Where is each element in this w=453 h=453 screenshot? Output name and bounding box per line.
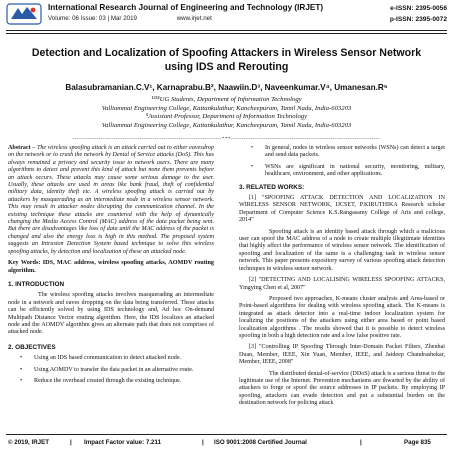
footer-impact-factor: Impact Factor value: 7.211: [84, 439, 162, 446]
irjet-logo-icon: [6, 2, 42, 26]
abstract-text: – The wireless spoofing attack is an attack carried out to either eavesdrop on the network or to crash the network by Denial of Service attacks (DoS). This has always remained a privacy and security issue to network users. There are many algorithms to detect and prevent this kind of attack but none them prevents before an attack occurs. These attacks may cause some serious damage to the user. Usually, these attacks are used in areas like bank fraud, theft of confidential military data, identity theft etc. A wireless spoofing attack is carried out by attackers by masquerading as an intermediate node in a wireless sensor network. This may result in attacker nodes disrupting the communication channel. In the existing technique these attacks are countered with the help of dynamically changing the Media Access Control (MAC) address of the data packet being sent. But there are disadvantages like loss of data until the MAC address of the packet is changed and also the energy loss is high in this method. The proposed system suggests an Intrusion Detection System based technique to solve this wireless spoofing attacks, by detection and localization of these an attacked node.: [8, 145, 214, 255]
related-works-heading: 3. RELATED WORKS:: [239, 183, 305, 191]
footer-page-number: Page 835: [404, 439, 431, 446]
eissn: e-ISSN: 2395-0056: [390, 5, 447, 12]
reference-3: [3] "Controlling IP Spoofing Through Inter-Domain Packet Filters, Zhenhai Duan, Member, IEEE, Xin Yuan, Member, IEEE, and Jaideep Chandrashekar, Member, IEEE, 2008": [239, 344, 445, 366]
pissn: p-ISSN: 2395-0072: [389, 16, 447, 23]
affiliations: [10, 96, 443, 130]
list-item: • In general, nodes in wireless sensor networks (WSNs) can detect a target and send data packets.: [251, 145, 445, 159]
bullet-icon: •: [251, 145, 254, 151]
keywords: [8, 259, 214, 274]
introduction-text: The wireless spoofing attacks involves masquerading an intermediate node in a network and eaves dropping on the data being transferred. These attacks can be efficiently solved by using IDS technology and, Ad hoc On-demand Multipath Distance Vector routing algorithm. Here, the IDS localizes an attacked node and the AOMDV algorithm gives an alternate path that does not comprises of attacked node.: [8, 292, 214, 336]
bullet-icon: •: [20, 366, 23, 373]
keywords-text: IDS, MAC address, wireless spoofing attacks, AOMDV routing algorithm.: [8, 259, 215, 274]
wsn-list: [239, 145, 445, 179]
journal-volume: Volume: 06 Issue: 03 | Mar 2019: [48, 15, 137, 22]
left-column: [8, 145, 214, 389]
journal-header: [6, 2, 447, 28]
bullet-icon: •: [20, 355, 23, 362]
bullet-icon: •: [251, 163, 254, 170]
list-item: • Reduce the overhead created through the existing technique.: [20, 377, 182, 384]
reference-3-summary: The distributed denial-of-service (DDoS) attack is a serious threat to the legitimate use of the Internet. Prevention mechanisms are thwarted by the ability of attackers to forge or spoof the source addresses in IP packets. By employing IP spoofing, attackers can evade detection and put a substantial burden on the destination network for policing attack: [239, 370, 445, 407]
list-item: • Using AOMDV to transfer the data packet in an alternative route.: [20, 366, 194, 373]
bullet-icon: •: [20, 377, 23, 384]
journal-volume-line: [48, 15, 348, 22]
objectives-list: [8, 355, 214, 385]
introduction-heading: 1. INTRODUCTION: [8, 280, 65, 288]
affiliation-line: ⁵Assistant Professor, Department of Information Technology: [145, 113, 308, 121]
footer-copyright: © 2019, IRJET: [8, 439, 50, 446]
abstract: [8, 145, 214, 256]
journal-website: www.irjet.net: [176, 15, 212, 22]
keywords-label: Key Words:: [8, 259, 41, 267]
affiliation-line: ¹²³⁴UG Students, Department of Information Technology: [151, 96, 302, 103]
paper-page: International Research Journal of Engineering and Technology (IRJET) Volume: 06 Issue: 03 | Mar 2019 www.irjet.net e-ISSN: 2395-0056 p-ISSN: 2395-0072 Detection and Localization of Spoofing Attackers in Wireless Sensor Network using IDS and Rerouting Balasubramanian.C.V¹, Karnaprabu.B², Naawiin.D³, Naveenkumar.V⁴, Umanesan.R⁵ ¹²³⁴UG Students, Department of Information Technology Valliammai Engineering College, Kattankulathur, Kancheepuram, Tamil Nadu, India-603203 ⁵Assistant Professor, Department of Information Technology Valliammai Engineering College, Kattankulathur, Kancheepuram, Tamil Nadu, India-603203 ---------------------------------------------------------------------***--------------------------------------------------------------------- Abstract – The wireless spoofing attack is an attack carried out to either eavesdrop on the network or to crash the network by Denial of Service attacks (DoS). This has always remained a privacy and security issue to network users. There are many algorithms to detect and prevent this kind of attack but none them prevents before an attack occurs. These attacks may cause some serious damage to the user. Usually, these attacks are used in areas like bank fraud, theft of confidential military data, identity theft etc. A wireless spoofing attack is carried out by attackers by masquerading as an intermediate node in a wireless sensor network. This may result in attacker nodes disrupting the communication channel. In the existing technique these attacks are countered with the help of dynamically changing the Media Access Control (MAC) address of the data packet being sent. But there are disadvantages like loss of data until the MAC address of the packet is changed and also the energy loss is high in this method. The proposed system suggests an Intrusion Detection System based technique to solve this wireless spoofing attacks, by detection and localization of these an attacked node. Key Words: IDS, MAC address, wireless spoofing attacks, AOMDV routing algorithm. 1. INTRODUCTION The wireless spoofing attacks involves masquerading an intermediate node in a network and eaves dropping on the data being transferred. These attacks can be efficiently solved by using IDS technology and, Ad hoc On-demand Multipath Distance Vector routing algorithm. Here, the IDS localizes an attacked node and the AOMDV algorithm gives an alternate path that does not comprises of attacked node. 2. OBJECTIVES • Using an IDS based communication to detect attacked node. • Using AOMDV to transfer the data packet in an alternative route. • Reduce the overhead created through the existing technique. • In general, nodes in wireless sensor networks (WSNs) can detect a target and send data packets. • WSNs are significant in national security, monitoring, military, healthcare, environment, and other applications. 3. RELATED WORKS: [1] "SPOOFING ATTACK DETECTION AND LOCALIZATION IN WIRELESS SENSOR NETWORK, IJCSET, P.KIRUTHIKA Research scholar Department of Computer Science K.S.Rangasamy College of Arts and college, 2014" Spoofing attack is an identity based attack through which a malicious user can spoof the MAC address of a node to create multiple illegitimate identities that highly affect the performance of wireless sensor network. The identification of spoofing and localization of the same is a challenging task in wireless sensor network. This paper presents expository survey of various spoofing attack detection techniques in wireless sensor network. [2] "DETECTING AND LOCALISING WIRELESS SPOOFING ATTACKS, Yingying Chen et al, 2007" Proposed two approaches, K-means cluster analysis and Area-based or Point-based algorithms for dealing with wireless spoofing attack. The K-means is integrated as attack detector into a real-time indoor localization system for localizing the positions of the attackers using either area based or point based localization algorithms . The results showed that it is possible to detect wireless spoofing in both a high detection rate and a low false positive rate. [3] "Controlling IP Spoofing Through Inter-Domain Packet Filters, Zhenhai Duan, Member, IEEE, Xin Yuan, Member, IEEE, and Jaideep Chandrashekar, Member, IEEE, 2008" The distributed denial-of-service (DDoS) attack is a serious threat to the legitimate use of the Internet. Prevention mechanisms are thwarted by the ability of attackers to forge or spoof the source addresses in IP packets. By employing IP spoofing, attackers can evade detection and put a substantial burden on the destination network for policing attack © 2019, IRJET | Impact Factor value: 7.211 | ISO 9001:2008 Certified Journal | Page 835: [8, 3, 447, 446]
header-rule-bottom: [6, 33, 447, 34]
right-column: [239, 145, 445, 408]
reference-1: [1] "SPOOFING ATTACK DETECTION AND LOCALIZATION IN WIRELESS SENSOR NETWORK, IJCSET, P.KIRUTHIKA Research scholar Department of Computer Science K.S.Rangasamy College of Arts and college, 2014": [239, 195, 445, 224]
affiliation-line: Valliammai Engineering College, Kattankulathur, Kancheepuram, Tamil Nadu, India-603203: [101, 121, 352, 129]
journal-title: International Research Journal of Engineering and Technology (IRJET): [48, 3, 324, 12]
abstract-label: Abstract: [8, 145, 31, 151]
paper-authors: Balasubramanian.C.V¹, Karnaprabu.B², Naawiin.D³, Naveenkumar.V⁴, Umanesan.R⁵: [65, 83, 388, 92]
list-item: • WSNs are significant in national security, monitoring, military, healthcare, environment, and other applications.: [251, 163, 445, 178]
section-separator: ---------------------------------------------------------------------***---------------------------------------------------------------------: [72, 137, 381, 142]
reference-2-summary: Proposed two approaches, K-means cluster analysis and Area-based or Point-based algorithms for dealing with wireless spoofing attack. The K-means is integrated as attack detector into a real-time indoor localization system for localizing the positions of the attackers using either area based or point based localization algorithms . The results showed that it is possible to detect wireless spoofing in both a high detection rate and a low false positive rate.: [239, 295, 445, 339]
footer-rule: [6, 434, 447, 435]
objectives-heading: 2. OBJECTIVES: [8, 343, 56, 351]
list-item: • Using an IDS based communication to detect attacked node.: [20, 355, 182, 362]
reference-2: [2] "DETECTING AND LOCALISING WIRELESS SPOOFING ATTACKS, Yingying Chen et al, 2007": [239, 277, 445, 291]
affiliation-line: Valliammai Engineering College, Kattankulathur, Kancheepuram, Tamil Nadu, India-603203: [101, 104, 352, 112]
footer-iso: ISO 9001:2008 Certified Journal: [214, 439, 307, 446]
issn-block: [390, 3, 447, 25]
paper-title: Detection and Localization of Spoofing Attackers in Wireless Sensor Network using IDS and Rerouting: [31, 47, 422, 73]
header-rule-top: [6, 30, 447, 31]
reference-1-summary: Spoofing attack is an identity based attack through which a malicious user can spoof the MAC address of a node to create multiple illegitimate identities that highly affect the performance of wireless sensor network. The identification of spoofing and localization of the same is a challenging task in wireless sensor network. This paper presents expository survey of various spoofing attack detection techniques in wireless sensor network.: [239, 228, 445, 272]
